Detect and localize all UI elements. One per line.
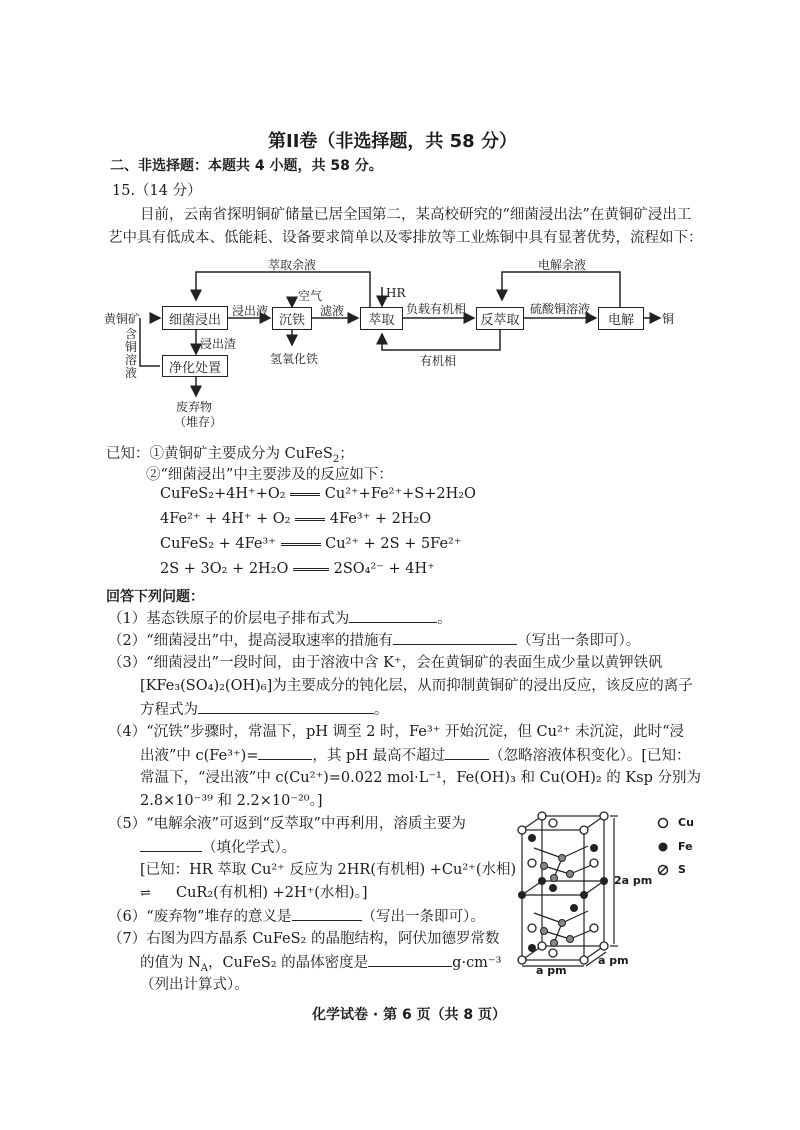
equation-4: 2S + 3O₂ + 2H₂O 2SO₄²⁻ + 4H⁺ (160, 561, 435, 577)
known-2: ②“细菌浸出”中主要涉及的反应如下： (146, 467, 393, 483)
answer-blank[interactable] (198, 699, 374, 714)
process-flow-diagram (0, 0, 800, 450)
legend-cu: Cu (678, 816, 694, 829)
electrolyte-residue-label: 电解余液 (538, 258, 587, 272)
question-5-line-3: [已知：HR 萃取 Cu²⁺ 反应为 2HR(有机相) +Cu²⁺(水相) (140, 862, 517, 878)
iron-hydroxide-label: 氢氧化铁 (270, 352, 319, 366)
answer-blank[interactable] (140, 837, 202, 852)
answer-blank[interactable] (445, 745, 489, 760)
question-6: （6）“废弃物”堆存的意义是 （写出一条即可）。 (108, 906, 485, 927)
loaded-organic-label: 负载有机相 (406, 302, 467, 316)
question-2: （2）“细菌浸出”中，提高浸取速率的措施有 （写出一条即可）。 (108, 630, 640, 651)
answer-blank[interactable] (368, 952, 452, 967)
question-3-line-3: 方程式为 。 (140, 699, 389, 720)
width-label-2: a pm (598, 954, 629, 967)
hr-label: HR (386, 286, 406, 300)
legend-s: S (678, 863, 686, 876)
back-extract-box: 反萃取 (476, 307, 524, 330)
section-title: 第II卷（非选择题，共 58 分） (268, 131, 517, 152)
organic-label: 有机相 (420, 354, 457, 368)
equation-3: CuFeS₂ + 4Fe³⁺ Cu²⁺ + 2S + 5Fe²⁺ (160, 536, 462, 552)
question-4-line-2: 出液”中 c(Fe³⁺)= ，其 pH 最高不超过 （忽略溶液体积变化）。[已知： (140, 745, 690, 766)
question-4-line-1: （4）“沉铁”步骤时，常温下，pH 调至 2 时，Fe³⁺ 开始沉淀，但 Cu²⁺ 未沉淀，此时“浸 (108, 724, 684, 740)
known-1: 已知：①黄铜矿主要成分为 CuFeS$_2$； (106, 446, 354, 465)
extract-box: 萃取 (360, 307, 403, 330)
leachate-label: 浸出液 (232, 304, 269, 318)
precip-box: 沉铁 (272, 307, 312, 330)
waste-note: （堆存） (174, 415, 223, 429)
answer-intro: 回答下列问题： (106, 589, 204, 605)
intro-line-2: 艺中具有低成本、低能耗、设备要求简单以及零排放等工业炼铜中具有显著优势，流程如下： (108, 230, 703, 246)
height-label: 2a pm (614, 874, 653, 887)
ore-label: 黄铜矿 (104, 312, 141, 326)
answer-blank[interactable] (258, 745, 312, 760)
residue-label: 浸出渣 (200, 337, 237, 351)
legend-fe: Fe (678, 840, 693, 853)
answer-blank[interactable] (292, 906, 362, 921)
electrolysis-box: 电解 (598, 307, 644, 330)
question-number: 15.（14 分） (112, 183, 202, 199)
page-footer: 化学试卷 · 第 6 页（共 8 页） (312, 1007, 507, 1023)
raffinate-label: 萃取余液 (268, 258, 317, 272)
question-7-line-1: （7）右图为四方晶系 CuFeS₂ 的晶胞结构，阿伏加德罗常数 (108, 931, 500, 947)
question-3-line-2: [KFe₃(SO₄)₂(OH)₆]为主要成分的钝化层，从而抑制黄铜矿的浸出反应，该反应的离子 (140, 678, 693, 694)
answer-blank[interactable] (393, 630, 517, 645)
equation-2: 4Fe²⁺ + 4H⁺ + O₂ 4Fe³⁺ + 2H₂O (160, 511, 432, 527)
question-4-line-3: 常温下，“浸出液”中 c(Cu²⁺)=0.022 mol·L⁻¹，Fe(OH)₃ 和 Cu(OH)₂ 的 Ksp 分别为 (140, 770, 702, 786)
section-subtitle: 二、非选择题：本题共 4 小题，共 58 分。 (110, 158, 383, 174)
question-4-line-4: 2.8×10⁻³⁹ 和 2.2×10⁻²⁰。] (140, 793, 323, 809)
waste-label: 废弃物 (176, 400, 213, 414)
cu-solution-label: 含铜溶液 (125, 327, 138, 380)
question-7-line-2: 的值为 $N_A$，CuFeS₂ 的晶体密度是 g·cm⁻³ (140, 952, 501, 979)
cuso4-label: 硫酸铜溶液 (530, 302, 591, 316)
question-1: （1）基态铁原子的价层电子排布式为 。 (108, 608, 452, 629)
legend-markers (656, 815, 672, 885)
purify-box: 净化处置 (162, 355, 228, 377)
question-5-line-1: （5）“电解余液”可返到“反萃取”中再利用，溶质主要为 (108, 816, 466, 832)
equation-1: CuFeS₂+4H⁺+O₂ Cu²⁺+Fe²⁺+S+2H₂O (160, 486, 476, 502)
question-5-line-2: （填化学式）。 (140, 837, 296, 858)
intro-line-1: 目前，云南省探明铜矿储量已居全国第二，某高校研究的“细菌浸出法”在黄铜矿浸出工 (140, 207, 692, 223)
copper-label: 铜 (662, 312, 675, 326)
leach-box: 细菌浸出 (162, 306, 228, 330)
question-7-line-3: （列出计算式）。 (140, 977, 249, 993)
filtrate-label: 滤液 (320, 304, 345, 318)
air-label: 空气 (298, 289, 323, 303)
width-label-1: a pm (536, 964, 567, 977)
answer-blank[interactable] (349, 608, 437, 623)
question-5-line-4: ⇌ CuR₂(有机相) +2H⁺(水相)。] (140, 883, 367, 904)
question-3-line-1: （3）“细菌浸出”一段时间，由于溶液中含 K⁺，会在黄铜矿的表面生成少量以黄钾铁矾 (108, 655, 663, 671)
flow-arrows (0, 0, 800, 450)
crystal-legend (656, 815, 736, 885)
equilibrium-arrow-icon: ⇌ (140, 886, 151, 901)
